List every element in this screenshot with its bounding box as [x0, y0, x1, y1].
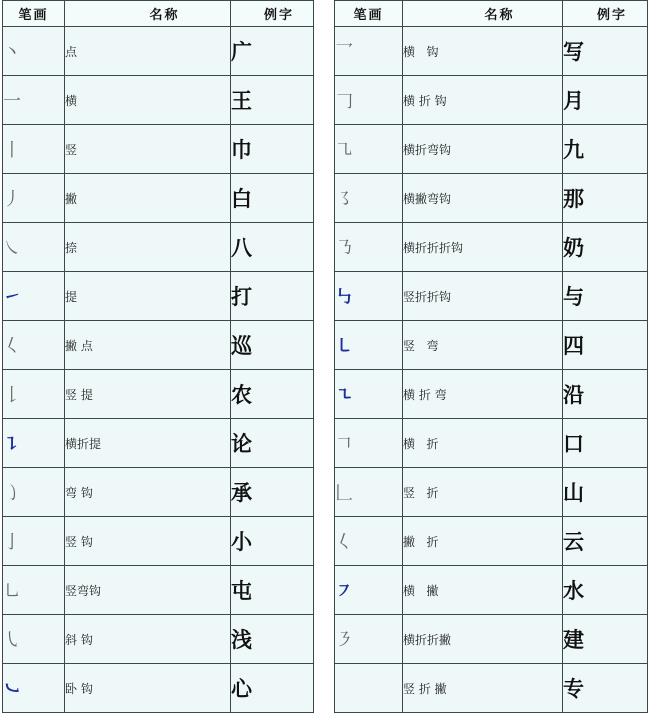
example-character: 农	[231, 370, 314, 419]
example-character: 广	[231, 27, 314, 76]
stroke-glyph: ㇏	[3, 223, 65, 272]
table-row	[3, 321, 314, 370]
example-character: 建	[563, 615, 648, 664]
stroke-name: 横 折 钩	[403, 76, 563, 125]
stroke-glyph: ㇡	[335, 223, 403, 272]
table-row	[3, 566, 314, 615]
example-character: 打	[231, 272, 314, 321]
stroke-glyph: ㇍	[335, 370, 403, 419]
stroke-glyph: ㇉	[335, 272, 403, 321]
stroke-name: 撇 折	[403, 517, 563, 566]
table-row	[3, 370, 314, 419]
table-row	[3, 517, 314, 566]
example-character: 承	[231, 468, 314, 517]
stroke-glyph: 丿	[3, 174, 65, 223]
left-stroke-table	[2, 0, 314, 713]
stroke-name: 横折弯钩	[403, 125, 563, 174]
stroke-glyph: ㇂	[3, 615, 65, 664]
table-row	[335, 125, 648, 174]
table-row	[335, 174, 648, 223]
stroke-name: 点	[65, 27, 231, 76]
stroke-glyph: 乛	[335, 27, 403, 76]
stroke-name: 横 折	[403, 419, 563, 468]
stroke-name: 竖弯钩	[65, 566, 231, 615]
stroke-glyph: 𠃊	[335, 468, 403, 517]
example-character: 心	[231, 664, 314, 713]
table-row	[3, 272, 314, 321]
header-name: 名称	[403, 1, 563, 27]
stroke-name: 横折折折钩	[403, 223, 563, 272]
example-character: 巡	[231, 321, 314, 370]
header-example: 例字	[231, 1, 314, 27]
example-character: 白	[231, 174, 314, 223]
header-stroke: 笔画	[335, 1, 403, 27]
stroke-glyph	[335, 664, 403, 713]
stroke-glyph: 𡿨	[3, 321, 65, 370]
stroke-glyph: 亅	[3, 517, 65, 566]
stroke-name: 横折折撇	[403, 615, 563, 664]
stroke-name: 横折提	[65, 419, 231, 468]
table-row	[335, 615, 648, 664]
example-character: 奶	[563, 223, 648, 272]
stroke-glyph: ㇀	[3, 272, 65, 321]
example-character: 八	[231, 223, 314, 272]
table-row	[3, 419, 314, 468]
stroke-name: 撇	[65, 174, 231, 223]
table-row	[3, 174, 314, 223]
table-row	[3, 615, 314, 664]
example-character: 九	[563, 125, 648, 174]
table-row	[335, 223, 648, 272]
example-character: 专	[563, 664, 648, 713]
stroke-name: 竖折折钩	[403, 272, 563, 321]
table-row	[3, 27, 314, 76]
stroke-name: 横	[65, 76, 231, 125]
table-row	[335, 370, 648, 419]
stroke-glyph: ㇃	[3, 664, 65, 713]
header-example: 例字	[563, 1, 648, 27]
table-row	[335, 566, 648, 615]
stroke-name: 卧 钩	[65, 664, 231, 713]
stroke-name: 竖 弯	[403, 321, 563, 370]
table-row	[335, 419, 648, 468]
stroke-name: 提	[65, 272, 231, 321]
example-character: 山	[563, 468, 648, 517]
stroke-name: 斜 钩	[65, 615, 231, 664]
example-character: 口	[563, 419, 648, 468]
table-row	[335, 321, 648, 370]
table-row	[335, 76, 648, 125]
stroke-glyph: ㇇	[335, 566, 403, 615]
stroke-glyph: 𠃍	[335, 419, 403, 468]
example-character: 浅	[231, 615, 314, 664]
stroke-name: 横 撇	[403, 566, 563, 615]
stroke-glyph: ㇟	[3, 566, 65, 615]
example-character: 四	[563, 321, 648, 370]
stroke-glyph: ㇌	[335, 174, 403, 223]
stroke-glyph: 丶	[3, 27, 65, 76]
table-row	[335, 468, 648, 517]
table-row	[3, 223, 314, 272]
table-row	[3, 664, 314, 713]
header-stroke: 笔画	[3, 1, 65, 27]
stroke-name: 弯 钩	[65, 468, 231, 517]
example-character: 沿	[563, 370, 648, 419]
example-character: 月	[563, 76, 648, 125]
stroke-glyph: 𠃌	[335, 76, 403, 125]
right-stroke-table	[334, 0, 648, 713]
stroke-glyph: 𠄌	[3, 370, 65, 419]
example-character: 与	[563, 272, 648, 321]
table-row	[3, 76, 314, 125]
table-row	[3, 125, 314, 174]
stroke-name: 撇 点	[65, 321, 231, 370]
header-name: 名称	[65, 1, 231, 27]
example-character: 巾	[231, 125, 314, 174]
stroke-glyph: ㇄	[335, 321, 403, 370]
stroke-glyph: ㇊	[3, 419, 65, 468]
stroke-glyph: ㇋	[335, 615, 403, 664]
stroke-glyph: 一	[3, 76, 65, 125]
stroke-glyph: ㇁	[3, 468, 65, 517]
stroke-name: 横 钩	[403, 27, 563, 76]
table-row	[335, 664, 648, 713]
example-character: 写	[563, 27, 648, 76]
stroke-name: 竖 钩	[65, 517, 231, 566]
example-character: 那	[563, 174, 648, 223]
table-row	[335, 272, 648, 321]
table-row	[335, 517, 648, 566]
stroke-name: 竖 折	[403, 468, 563, 517]
example-character: 小	[231, 517, 314, 566]
stroke-glyph: 丨	[3, 125, 65, 174]
stroke-name: 竖	[65, 125, 231, 174]
stroke-glyph: 𡿨	[335, 517, 403, 566]
left-header-row	[3, 1, 314, 27]
example-character: 水	[563, 566, 648, 615]
example-character: 屯	[231, 566, 314, 615]
stroke-glyph: ㇈	[335, 125, 403, 174]
example-character: 云	[563, 517, 648, 566]
right-header-row	[335, 1, 648, 27]
stroke-name: 竖 折 撇	[403, 664, 563, 713]
stroke-name: 横 折 弯	[403, 370, 563, 419]
example-character: 论	[231, 419, 314, 468]
stroke-name: 竖 提	[65, 370, 231, 419]
stroke-name: 捺	[65, 223, 231, 272]
stroke-name: 横撇弯钩	[403, 174, 563, 223]
table-row	[335, 27, 648, 76]
table-row	[3, 468, 314, 517]
example-character: 王	[231, 76, 314, 125]
